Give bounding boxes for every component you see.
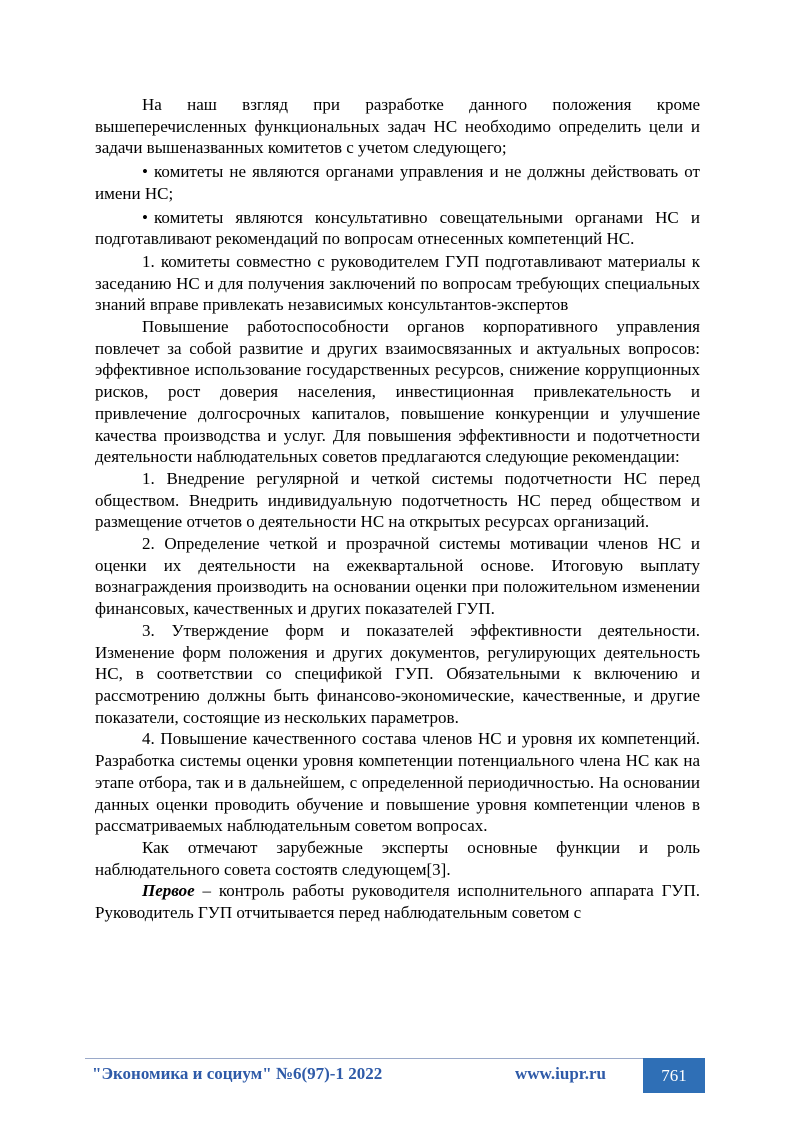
paragraph-intro: На наш взгляд при разработке данного положения кроме вышеперечисленных функциональных задач НС необходимо определить цели и задачи вышеназванных комитетов с учетом следующего;	[95, 95, 700, 158]
first-text: – контроль работы руководителя исполнительного аппарата ГУП. Руководитель ГУП отчитывается перед наблюдательным советом с	[95, 881, 700, 923]
paragraph-experts: Как отмечают зарубежные эксперты основные функции и роль наблюдательного совета состоятв следующем[3].	[95, 837, 700, 879]
body-text	[95, 94, 700, 924]
paragraph-first	[95, 880, 700, 923]
bullet-icon: •	[142, 207, 148, 227]
numbered-item: 1. комитеты совместно с руководителем ГУП подготавливают материалы к заседанию НС и для получения заключений по вопросам требующих специальных знаний вправе привлекать независимых консультантов-экспертов	[95, 251, 700, 315]
recommendation-1: 1. Внедрение регулярной и четкой системы подотчетности НС перед обществом. Внедрить индивидуальную подотчетность НС перед обществом и размещение отчетов о деятельности НС на открытых ресурсах организаций.	[95, 468, 700, 532]
recommendation-3: 3. Утверждение форм и показателей эффективности деятельности. Изменение форм положения и других документов, регулирующих деятельность НС, в соответствии со спецификой ГУП. Обязательными к включению и рассмотрению должны быть финансово-экономические, качественные, и другие показатели, состоящие из нескольких параметров.	[95, 620, 700, 727]
footer-divider	[85, 1058, 645, 1059]
bullet-item	[95, 207, 700, 250]
recommendation-4: 4. Повышение качественного состава членов НС и уровня их компетенций. Разработка системы оценки уровня компетенции потенциального члена НС как на этапе отбора, так и в дальнейшем, с определенной периодичностью. На основании данных оценки проводить обучение и повышение уровня компетенции членов в рассматриваемых наблюдательным советом вопросах.	[95, 729, 700, 836]
journal-website[interactable]: www.iupr.ru	[515, 1064, 607, 1083]
page-number: 761	[643, 1058, 705, 1093]
paragraph-efficiency: Повышение работоспособности органов корпоративного управления повлечет за собой развитие и других взаимосвязанных и актуальных вопросов: эффективное использование государственных ресурсов, снижение коррупционных рисков, рост доверия населения, инвестиционная привлекательность и привлечение долгосрочных капиталов, повышение конкуренции и улучшение качества производства и услуг. Для повышения эффективности и подотчетности деятельности наблюдательных советов предлагаются следующие рекомендации:	[95, 317, 700, 467]
bullet-text: комитеты являются консультативно совещательными органами НС и подготавливают рекомендаций по вопросам отнесенных компетенций НС.	[95, 207, 700, 249]
bullet-item	[95, 161, 700, 204]
recommendation-2: 2. Определение четкой и прозрачной системы мотивации членов НС и оценки их деятельности на ежеквартальной основе. Итоговую выплату вознаграждения производить на основании оценки при положительном изменении финансовых, качественных и других показателей ГУП.	[95, 534, 700, 619]
first-label: Первое	[142, 881, 195, 901]
bullet-icon: •	[142, 162, 148, 182]
journal-title: "Экономика и социум" №6(97)-1 2022	[92, 1064, 383, 1083]
bullet-text: комитеты не являются органами управления и не должны действовать от имени НС;	[95, 162, 700, 203]
